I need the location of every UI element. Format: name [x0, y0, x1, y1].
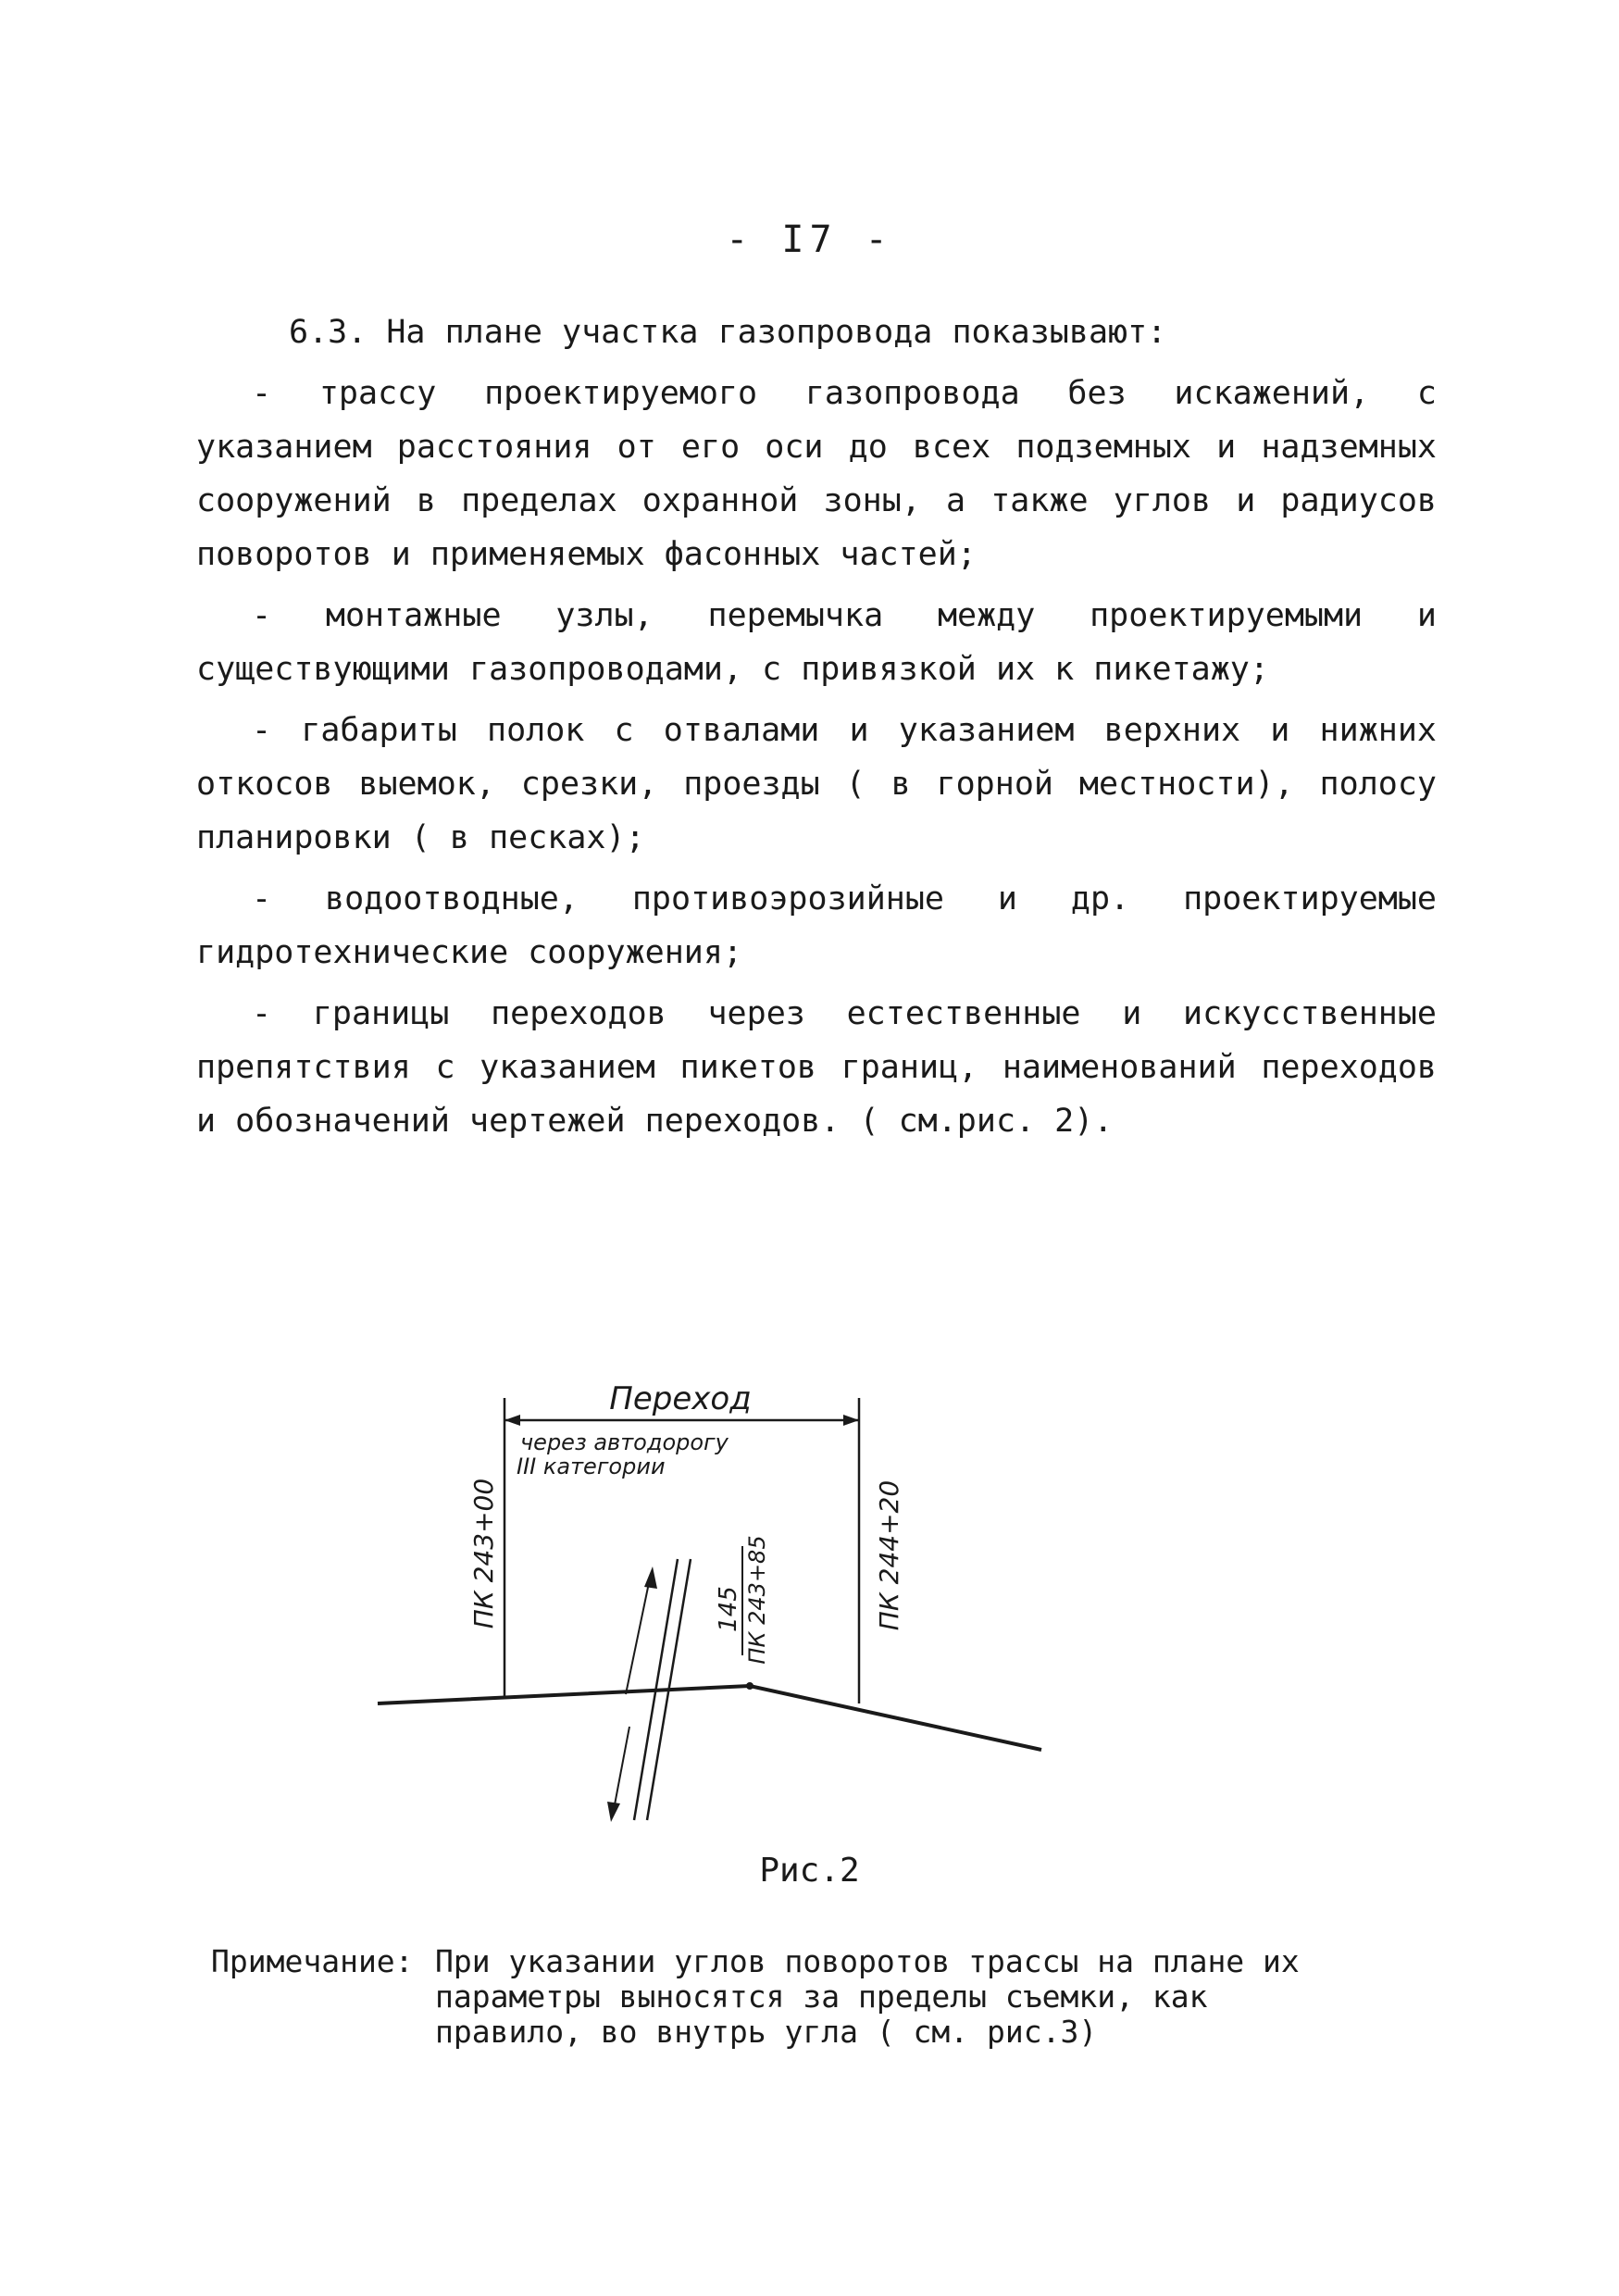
- figure-crossing-diagram: [352, 1361, 1074, 1824]
- figure-subtitle-line1: через автодорогу: [520, 1429, 729, 1455]
- middle-upper-label: 145: [715, 1586, 742, 1632]
- section-intro: 6.3. На плане участка газопровода показывают:: [289, 314, 1167, 351]
- direction-arrow-down-head: [607, 1802, 620, 1822]
- direction-arrow-down: [613, 1727, 629, 1815]
- figure-subtitle-line2: III категории: [517, 1454, 666, 1479]
- figure-caption: Рис.2: [759, 1852, 860, 1890]
- right-picket-label: ПК 244+20: [874, 1479, 904, 1631]
- note-text: При указании углов поворотов трассы на плане их параметры выносятся за пределы съемки, как правило, во внутрь угла ( см. рис.3): [435, 1943, 1300, 2050]
- crossing-point: [746, 1682, 753, 1690]
- figure-title: Переход: [609, 1380, 752, 1417]
- note-label: Примечание:: [211, 1943, 414, 1979]
- list-item: - монтажные узлы, перемычка между проектируемыми и существующими газопроводами, с привязкой их к пикетажу;: [196, 597, 1437, 688]
- page-number: - I7 -: [726, 218, 893, 261]
- list-item: - трассу проектируемого газопровода без искажений, с указанием расстояния от его оси до всех подземных и надземных сооружений в пределах охранной зоны, а также углов и радиусов поворотов и применяемых фасонных частей;: [196, 375, 1437, 573]
- dimension-arrow-left: [504, 1415, 520, 1426]
- direction-arrow-up: [626, 1574, 651, 1694]
- left-picket-label: ПК 243+00: [468, 1478, 499, 1629]
- dimension-arrow-right: [843, 1415, 859, 1426]
- body-text: [196, 306, 1437, 1155]
- list-item: - габариты полок с отвалами и указанием верхних и нижних откосов выемок, срезки, проезды ( в горной местности), полосу планировки ( в песках);: [196, 712, 1437, 856]
- direction-arrow-up-head: [644, 1566, 657, 1589]
- list-item: - водоотводные, противоэрозийные и др. проектируемые гидротехнические сооружения;: [196, 880, 1437, 971]
- middle-lower-label: ПК 243+85: [744, 1535, 770, 1665]
- crossing-drawing: [352, 1361, 1074, 1824]
- route-line: [378, 1686, 1041, 1750]
- list-item: - границы переходов через естественные и искусственные препятствия с указанием пикетов границ, наименований переходов и обозначений чертежей переходов. ( см.рис. 2).: [196, 995, 1437, 1140]
